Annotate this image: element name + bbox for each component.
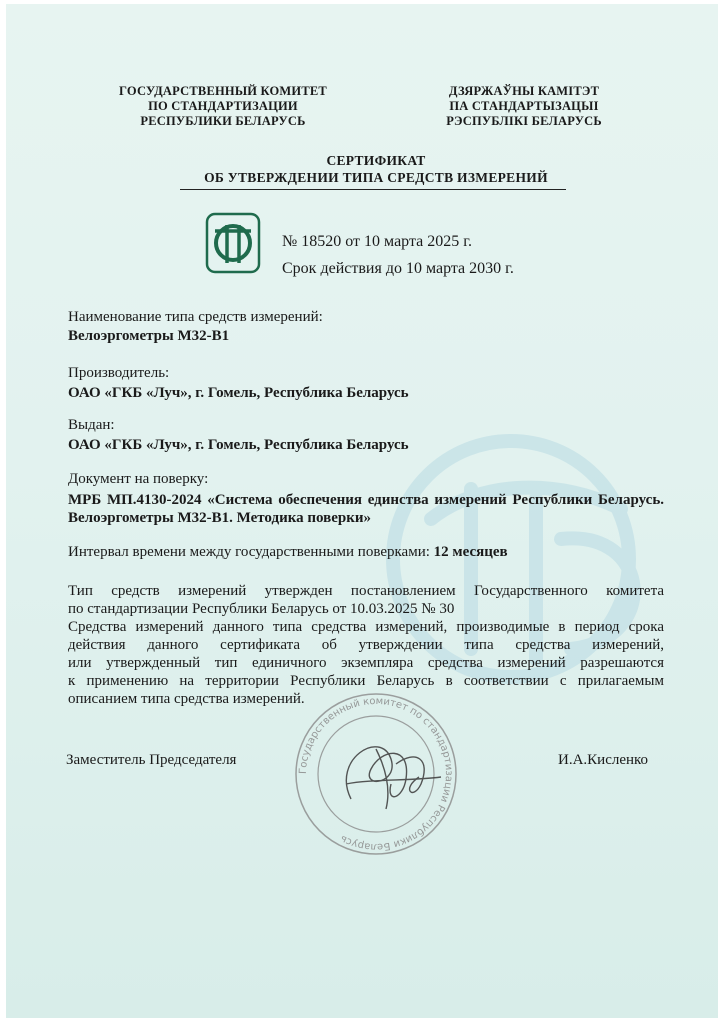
svg-text:Государственный комитет по ста — [298, 696, 454, 852]
approval-paragraph — [68, 582, 664, 618]
header-left-line-2: ПО СТАНДАРТИЗАЦИИ — [148, 99, 298, 113]
handwritten-signature-icon — [346, 747, 441, 809]
official-seal-icon — [291, 689, 461, 859]
interval-label: Интервал времени между государственными поверками: — [68, 544, 430, 560]
certificate-validity: Срок действия до 10 марта 2030 г. — [282, 260, 514, 277]
interval-value: 12 месяцев — [433, 544, 508, 560]
manufacturer-label: Производитель: — [68, 365, 170, 381]
certificate-number: № 18520 от 10 марта 2025 г. — [282, 233, 472, 250]
certificate-page — [6, 4, 718, 1018]
manufacturer-value: ОАО «ГКБ «Луч», г. Гомель, Республика Беларусь — [68, 385, 409, 401]
title-line-2: ОБ УТВЕРЖДЕНИИ ТИПА СРЕДСТВ ИЗМЕРЕНИЙ — [204, 170, 548, 185]
verification-doc-line-2: Велоэргометры М32-В1. Методика поверки» — [68, 510, 372, 526]
usage-line-1: Средства измерений данного типа средства измерений, производимые в период срока — [68, 619, 664, 635]
issued-label: Выдан: — [68, 417, 115, 433]
header-right — [424, 84, 624, 129]
header-right-line-1: ДЗЯРЖАЎНЫ КАМІТЭТ — [448, 84, 600, 98]
document-title — [176, 152, 576, 186]
verification-doc-line-1: МРБ МП.4130-2024 «Система обеспечения единства измерений Республики Беларусь. — [68, 492, 664, 508]
header-right-line-3: РЭСПУБЛІКІ БЕЛАРУСЬ — [446, 114, 602, 128]
verification-doc-value — [68, 491, 664, 527]
signatory-position: Заместитель Председателя — [66, 752, 237, 768]
type-name-label: Наименование типа средств измерений: — [68, 309, 323, 325]
issued-value: ОАО «ГКБ «Луч», г. Гомель, Республика Беларусь — [68, 437, 409, 453]
header-left — [108, 84, 338, 129]
signatory-name: И.А.Кисленко — [558, 752, 649, 768]
type-name-value: Велоэргометры М32-В1 — [68, 328, 230, 344]
title-underline — [180, 189, 566, 190]
verification-doc-label: Документ на поверку: — [68, 471, 209, 487]
header-left-line-1: ГОСУДАРСТВЕННЫЙ КОМИТЕТ — [119, 84, 327, 98]
standardization-logo-icon — [204, 211, 262, 275]
verification-interval — [68, 544, 508, 561]
header-right-line-2: ПА СТАНДАРТЫЗАЦЫІ — [449, 99, 599, 113]
approval-line-2: по стандартизации Республики Беларусь от 10.03.2025 № 30 — [68, 601, 455, 617]
title-line-1: СЕРТИФИКАТ — [326, 153, 426, 168]
approval-line-1: Тип средств измерений утвержден постановлением Государственного комитета — [68, 583, 664, 599]
usage-line-2: действия данного сертификата об утверждении типа средства измерений, — [68, 637, 664, 653]
usage-line-3: или утвержденный тип единичного экземпляра средства измерений разрешаются — [68, 655, 664, 671]
header-left-line-3: РЕСПУБЛИКИ БЕЛАРУСЬ — [140, 114, 306, 128]
usage-line-4: к применению на территории Республики Беларусь в соответствии с прилагаемым — [68, 673, 664, 689]
seal-ring-text: Государственный комитет по стандартизации Республики Беларусь — [297, 695, 455, 853]
usage-line-5: описанием типа средства измерений. — [68, 691, 305, 707]
